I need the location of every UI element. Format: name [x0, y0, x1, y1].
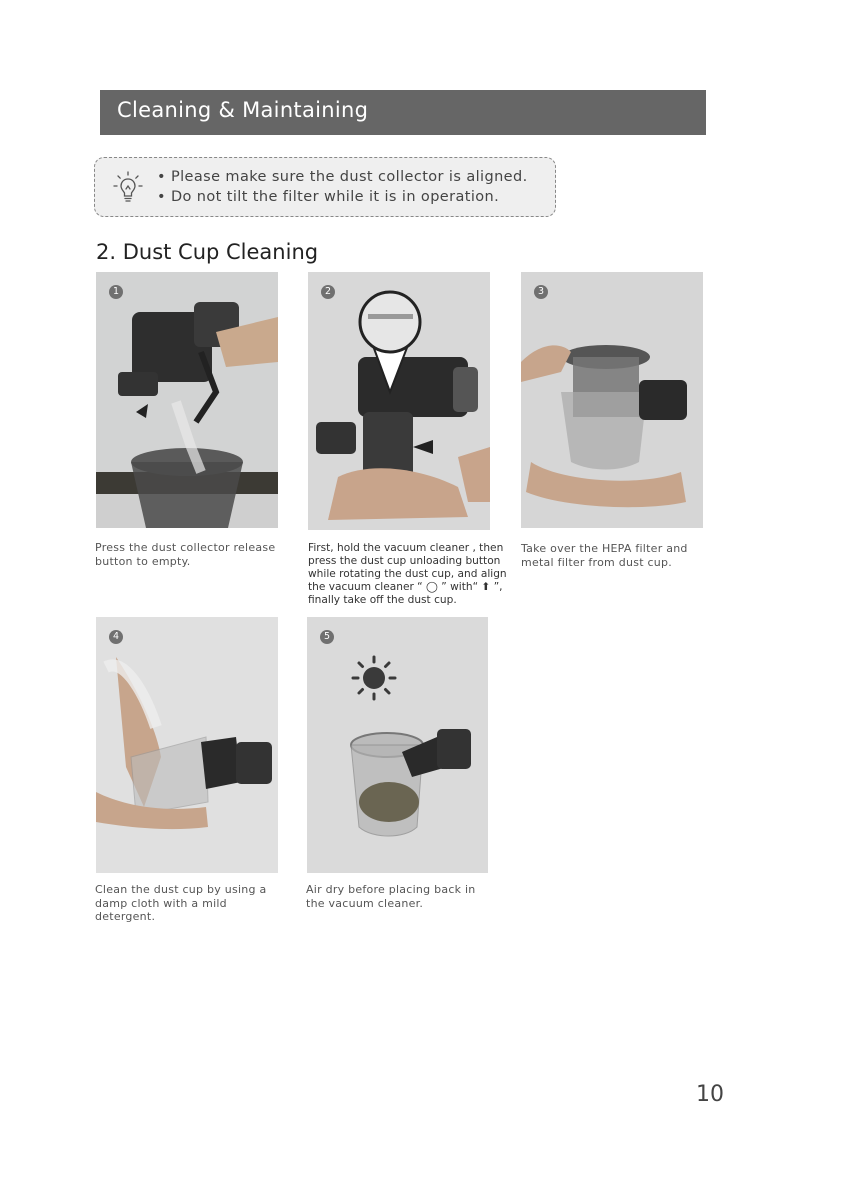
- step-number-badge: 2: [321, 285, 335, 299]
- caption-line: First, hold the vacuum cleaner , then: [308, 542, 504, 554]
- step-number-badge: 1: [109, 285, 123, 299]
- caption-line: Air dry before placing back in: [306, 883, 476, 896]
- caption-line: button to empty.: [95, 554, 191, 568]
- caption-line: detergent.: [95, 910, 156, 923]
- step-number-badge: 5: [320, 630, 334, 644]
- step-2-photo: [308, 272, 490, 530]
- caption-line: damp cloth with a mild: [95, 896, 227, 910]
- step-1-caption: [95, 541, 275, 568]
- caption-line: metal filter from dust cup.: [521, 555, 673, 569]
- page-number: 10: [696, 1082, 724, 1107]
- lightbulb-icon: [113, 170, 143, 204]
- caption-line: the vacuum cleaner.: [306, 896, 424, 910]
- step-5-photo: [307, 617, 488, 873]
- caption-line: the vacuum cleaner “ ◯ ” with“ ⬆ ”,: [308, 581, 503, 593]
- step-4-caption: [95, 883, 266, 924]
- step-4-photo: [96, 617, 278, 873]
- tip-box: [94, 157, 556, 217]
- caption-line: press the dust cup unloading button: [308, 555, 501, 567]
- step-2-caption: [308, 542, 507, 607]
- caption-line: finally take off the dust cup.: [308, 594, 457, 606]
- step-number-badge: 3: [534, 285, 548, 299]
- step-1-photo: [96, 272, 278, 528]
- step-5-caption: [306, 883, 476, 910]
- caption-line: Take over the HEPA filter and: [521, 542, 688, 555]
- sun-icon: [353, 657, 395, 699]
- step-3-caption: [521, 542, 688, 569]
- caption-line: Press the dust collector release: [95, 541, 276, 554]
- section-header-bar: [100, 90, 706, 135]
- caption-line: Clean the dust cup by using a: [95, 883, 267, 896]
- tip-line: • Do not tilt the filter while it is in operation.: [157, 189, 500, 205]
- caption-line: while rotating the dust cup, and align: [308, 568, 507, 580]
- section-title: 2. Dust Cup Cleaning: [96, 240, 319, 264]
- tip-line: • Please make sure the dust collector is aligned.: [157, 169, 528, 185]
- step-3-photo: [521, 272, 703, 528]
- step-number-badge: 4: [109, 630, 123, 644]
- page-title: Cleaning & Maintaining: [117, 98, 369, 122]
